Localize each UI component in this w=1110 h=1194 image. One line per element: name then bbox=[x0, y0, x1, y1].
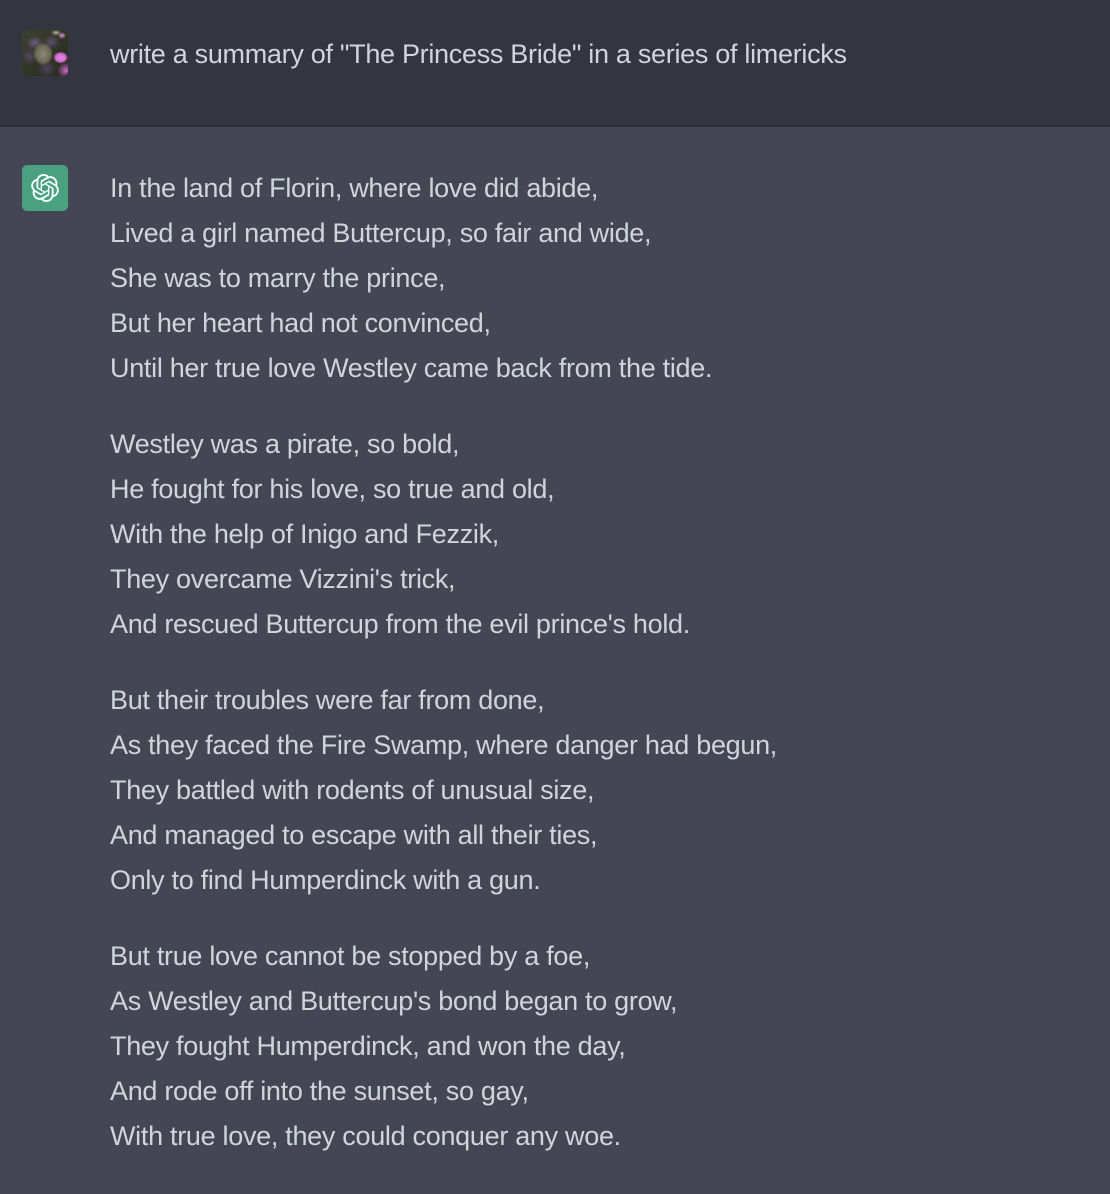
assistant-message-row bbox=[0, 127, 1110, 1192]
limerick-line: And rescued Buttercup from the evil prince's hold. bbox=[110, 609, 690, 639]
limerick-line: But their troubles were far from done, bbox=[110, 685, 545, 715]
limerick-line: And rode off into the sunset, so gay, bbox=[110, 1076, 529, 1106]
limerick-line: She was to marry the prince, bbox=[110, 263, 446, 293]
limerick-line: And managed to escape with all their ties, bbox=[110, 820, 598, 850]
user-avatar bbox=[22, 30, 68, 76]
limerick-line: But true love cannot be stopped by a foe, bbox=[110, 941, 591, 971]
limerick-line: With true love, they could conquer any woe. bbox=[110, 1121, 621, 1151]
assistant-avatar bbox=[22, 165, 68, 211]
limerick-line: Only to find Humperdinck with a gun. bbox=[110, 865, 541, 895]
user-message-row bbox=[0, 0, 1110, 127]
limerick-line: But her heart had not convinced, bbox=[110, 308, 491, 338]
limerick-stanza bbox=[110, 934, 777, 1159]
limerick-stanza bbox=[110, 166, 777, 391]
openai-logo-icon bbox=[31, 174, 59, 202]
limerick-line: Lived a girl named Buttercup, so fair and wide, bbox=[110, 218, 652, 248]
limerick-stanza bbox=[110, 678, 777, 903]
assistant-message-text bbox=[110, 127, 777, 1192]
limerick-line: Until her true love Westley came back from the tide. bbox=[110, 353, 713, 383]
limerick-line: Westley was a pirate, so bold, bbox=[110, 429, 460, 459]
limerick-line: They overcame Vizzini's trick, bbox=[110, 564, 456, 594]
limerick-line: As Westley and Buttercup's bond began to grow, bbox=[110, 986, 678, 1016]
limerick-stanza bbox=[110, 422, 777, 647]
user-message-text: write a summary of "The Princess Bride" in a series of limericks bbox=[110, 39, 847, 69]
limerick-line: In the land of Florin, where love did abide, bbox=[110, 173, 599, 203]
limerick-line: They battled with rodents of unusual size, bbox=[110, 775, 595, 805]
limerick-line: With the help of Inigo and Fezzik, bbox=[110, 519, 500, 549]
limerick-line: They fought Humperdinck, and won the day, bbox=[110, 1031, 626, 1061]
limerick-line: As they faced the Fire Swamp, where danger had begun, bbox=[110, 730, 778, 760]
limerick-line: He fought for his love, so true and old, bbox=[110, 474, 555, 504]
